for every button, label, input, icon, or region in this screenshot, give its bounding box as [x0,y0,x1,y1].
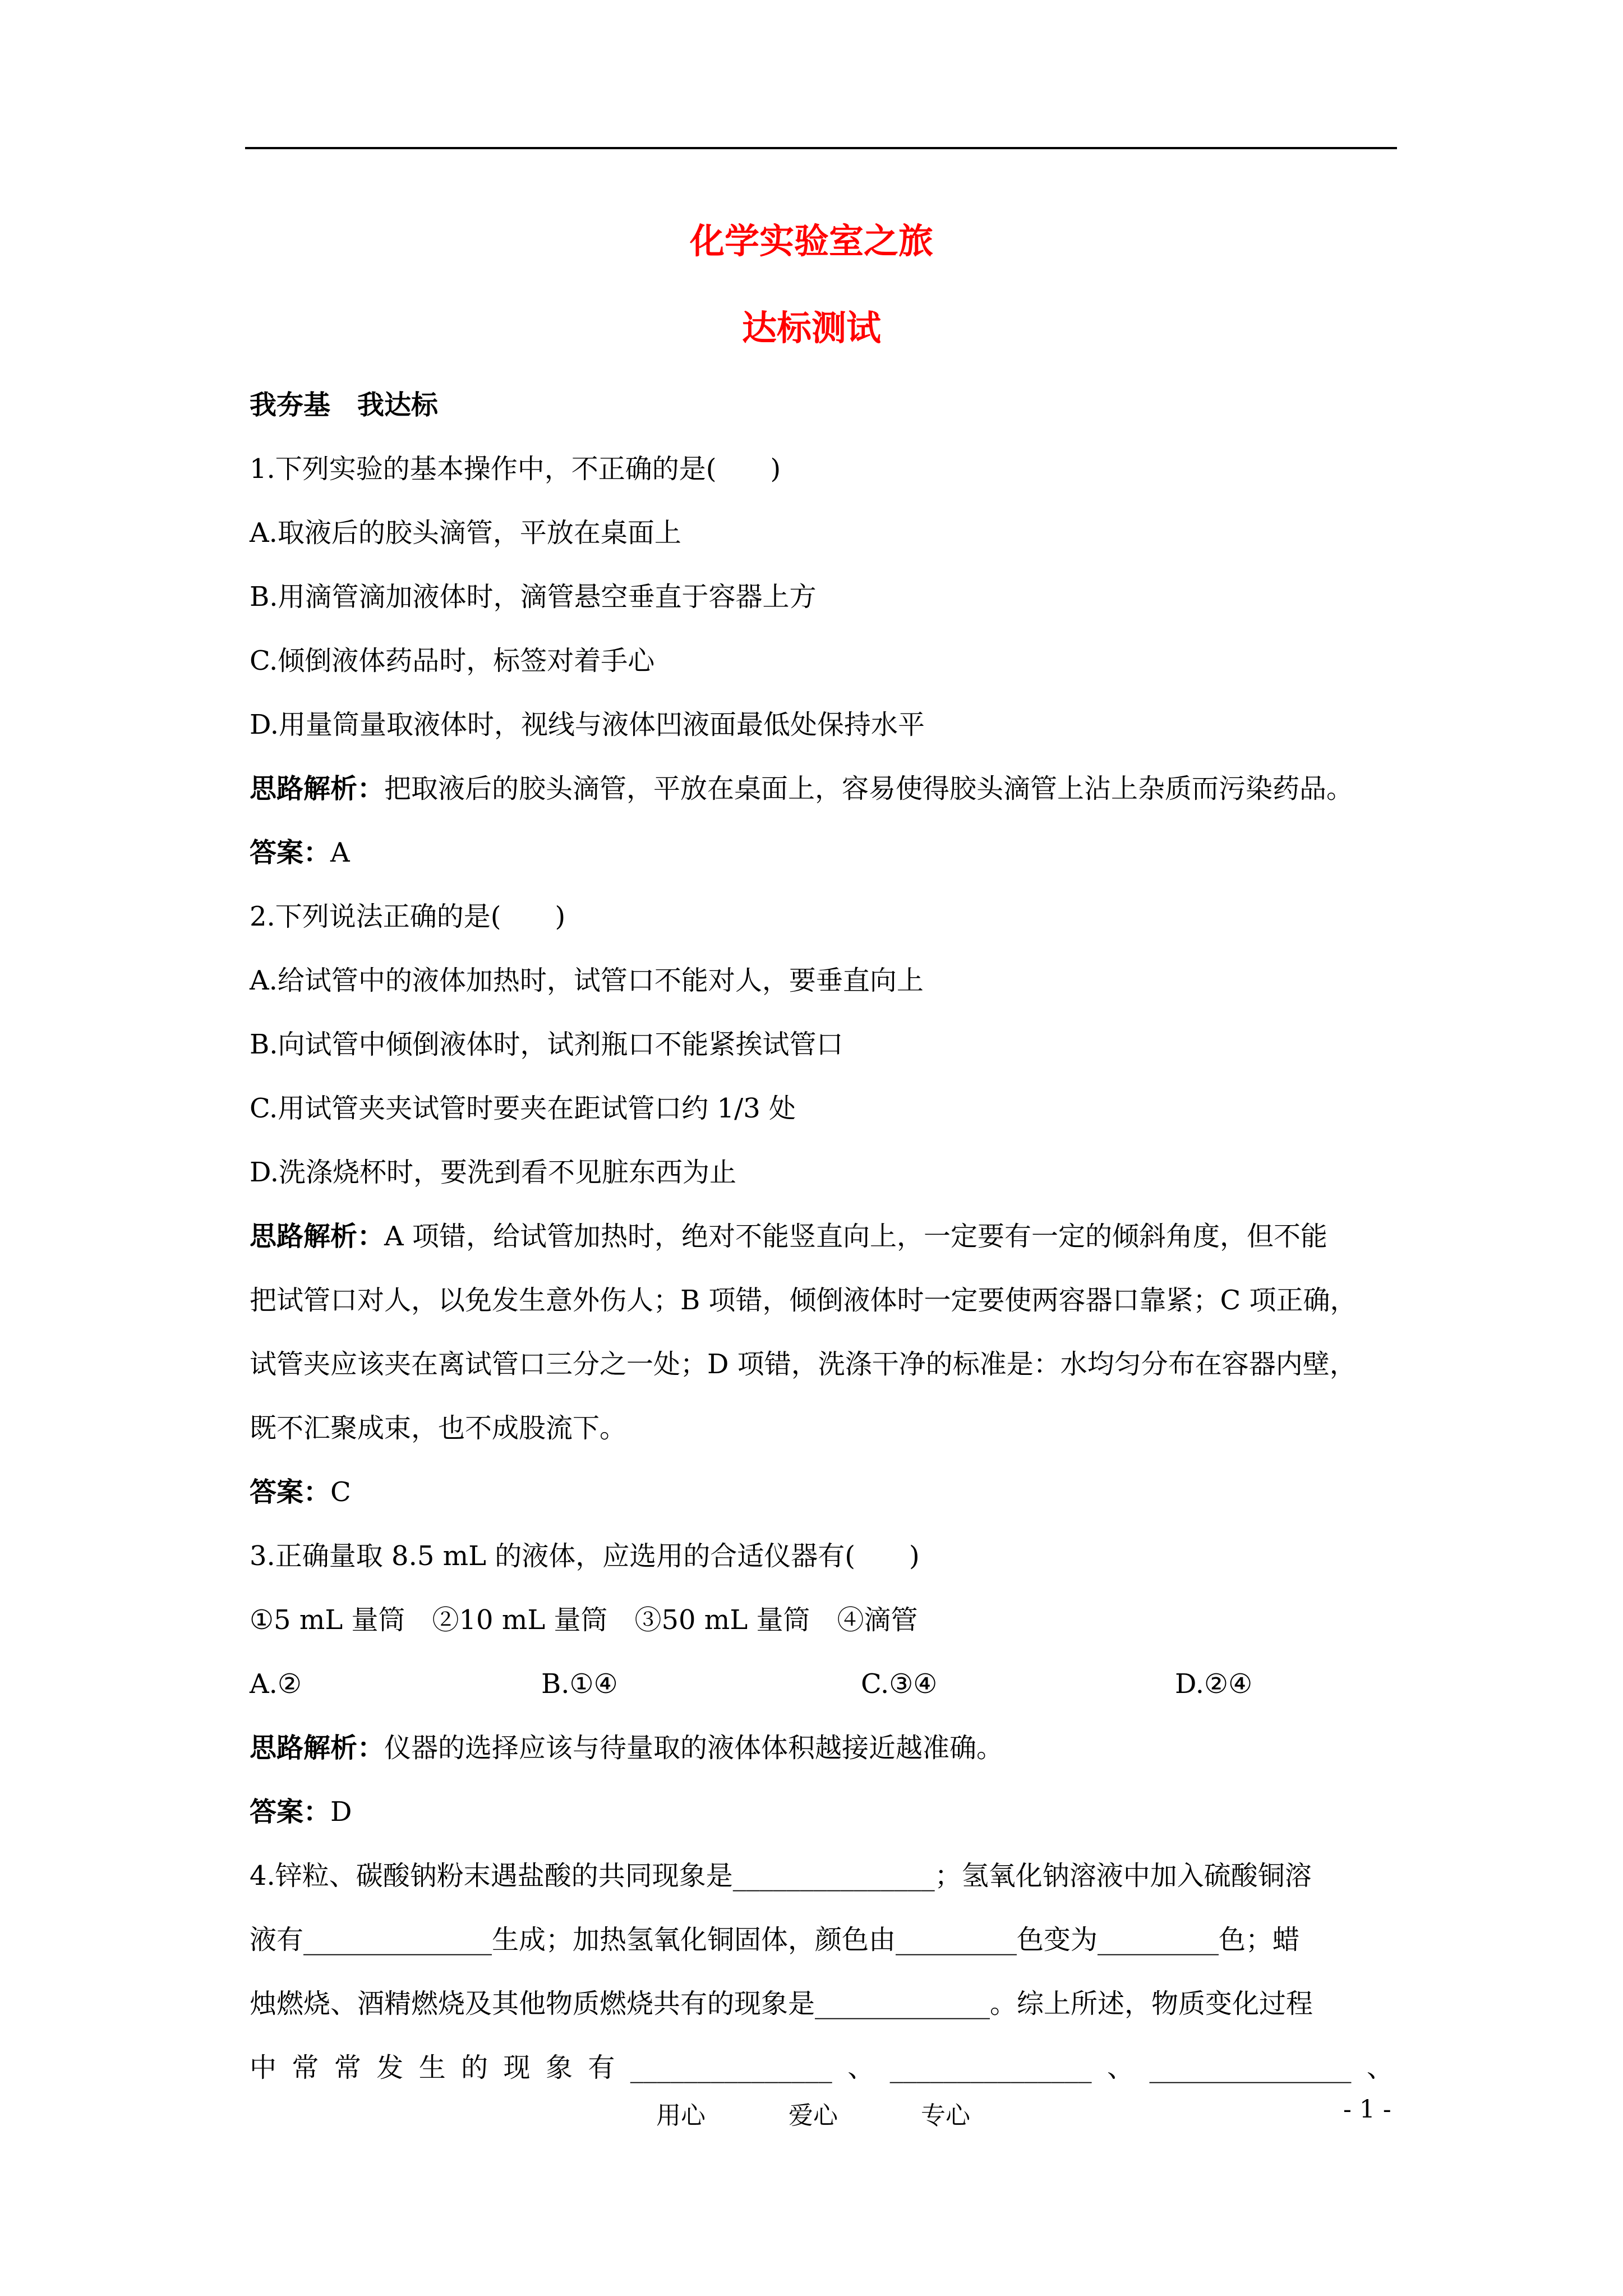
analysis-label: 思路解析： [250,1732,385,1764]
q4-line-4-char: 发 [376,2052,404,2083]
q2-option-b: B.向试管中倾倒液体时，试剂瓶口不能紧挨试管口 [250,1029,843,1060]
q2-option-c: C.用试管夹夹试管时要夹在距试管口约 1/3 处 [250,1093,796,1124]
q4-line-4-char: 常 [334,2052,361,2083]
page-number: - 1 - [1343,2095,1391,2124]
q4-line-4-char: 象 [545,2052,573,2083]
q4-separator: 、 [1366,2052,1394,2083]
q2-stem: 2.下列说法正确的是( ) [250,901,566,932]
q1-answer [250,821,1399,885]
footer-motto-2: 爱心 [789,2101,838,2130]
q4-separator: 、 [847,2052,875,2083]
q4-line-4-char: 生 [418,2052,446,2083]
q2-option-a: A.给试管中的液体加热时，试管口不能对人，要垂直向上 [250,965,924,996]
section-heading: 我夯基 我达标 [250,389,439,421]
document-title: 化学实验室之旅 [689,220,933,261]
q1-answer-value: A [330,837,350,868]
q1-analysis-text: 把取液后的胶头滴管，平放在桌面上，容易使得胶头滴管上沾上杂质而污染药品。 [384,773,1354,804]
q4-line-4-char: 常 [292,2052,319,2083]
footer-motto-3: 专心 [921,2101,970,2130]
analysis-label: 思路解析： [250,773,385,804]
q1-stem: 1.下列实验的基本操作中，不正确的是( ) [250,453,781,485]
q4-line-1: 4.锌粒、碳酸钠粉末遇盐酸的共同现象是_______________；氢氧化钠溶液中加入硫酸铜溶 [250,1860,1312,1892]
q2-answer-value: C [330,1476,351,1508]
q2-analysis-line-2: 把试管口对人，以免发生意外伤人；B 项错，倾倒液体时一定要使两容器口靠紧；C 项正确， [250,1285,1357,1316]
q2-answer [250,1460,1399,1524]
answer-label: 答案： [250,1476,331,1508]
q3-stem: 3.正确量取 8.5 mL 的液体，应选用的合适仪器有( ) [250,1540,920,1572]
q3-option-a: A.② [250,1668,302,1700]
q2-analysis-line-3: 试管夹应该夹在离试管口三分之一处；D 项错，洗涤干净的标准是：水均匀分布在容器内壁， [250,1349,1357,1380]
q4-line-4 [250,2036,1394,2100]
q2-option-d: D.洗涤烧杯时，要洗到看不见脏东西为止 [250,1157,737,1188]
q1-option-c: C.倾倒液体药品时，标签对着手心 [250,645,655,677]
q4-line-3: 烛燃烧、酒精燃烧及其他物质燃烧共有的现象是_____________。综上所述，物质变化过程 [250,1988,1313,2019]
answer-label: 答案： [250,837,331,868]
footer-motto-1: 用心 [656,2101,706,2130]
q1-option-a: A.取液后的胶头滴管，平放在桌面上 [250,517,681,549]
q1-option-b: B.用滴管滴加液体时，滴管悬空垂直于容器上方 [250,581,817,613]
answer-label: 答案： [250,1796,331,1828]
q3-option-c: C.③④ [861,1668,938,1700]
q4-blank: _______________ [889,2052,1092,2083]
q4-line-4-char: 的 [461,2052,488,2083]
q3-analysis-text: 仪器的选择应该与待量取的液体体积越接近越准确。 [384,1732,1004,1764]
q2-analysis-line-1: A 项错，给试管加热时，绝对不能竖直向上，一定要有一定的倾斜角度，但不能 [384,1221,1327,1252]
q1-analysis [250,757,1399,821]
document-body [250,373,1399,2100]
q4-blank: _______________ [630,2052,832,2083]
analysis-label: 思路解析： [250,1221,385,1252]
footer-motto [656,2095,970,2131]
q3-options [250,1652,1399,1716]
q3-option-b: B.①④ [541,1668,618,1700]
q3-option-d: D.②④ [1175,1668,1253,1700]
q1-option-d: D.用量筒量取液体时，视线与液体凹液面最低处保持水平 [250,709,925,740]
q3-answer [250,1780,1399,1844]
q4-separator: 、 [1107,2052,1135,2083]
q2-analysis [250,1204,1399,1268]
q4-line-4-char: 中 [250,2052,277,2083]
q4-line-2: 液有______________生成；加热氢氧化铜固体，颜色由_________色变为_________色；蜡 [250,1924,1300,1955]
q3-answer-value: D [330,1796,352,1828]
document-subtitle: 达标测试 [741,307,881,348]
q4-line-4-char: 现 [503,2052,531,2083]
q2-analysis-line-4: 既不汇聚成束，也不成股流下。 [250,1412,627,1444]
q3-items: ①5 mL 量筒 ②10 mL 量筒 ③50 mL 量筒 ④滴管 [250,1604,918,1636]
header-rule [245,147,1397,149]
q4-blank: _______________ [1149,2052,1352,2083]
q3-analysis [250,1716,1399,1780]
q4-line-4-char: 有 [588,2052,615,2083]
